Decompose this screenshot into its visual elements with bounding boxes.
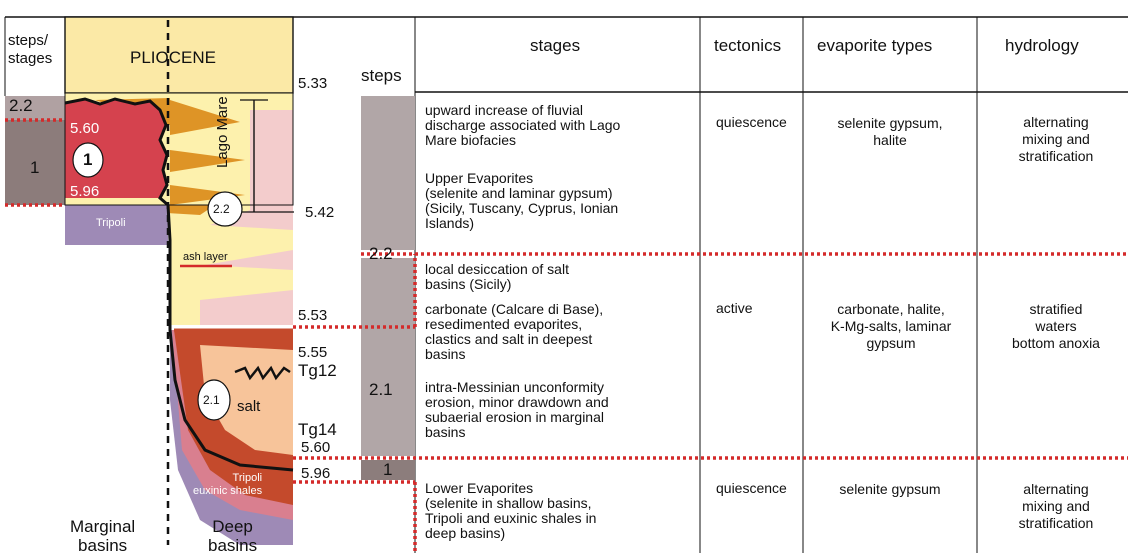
age-5-96-upper: 5.96 <box>70 183 100 200</box>
row3-tectonics: quiescence <box>716 480 787 496</box>
row3-hydrology: alternating mixing and stratification <box>1018 481 1094 531</box>
row2-stage-b: carbonate (Calcare di Base), resedimented evaporites, clastics and salt in deepest basins <box>425 301 604 362</box>
ash-layer-label: ash layer <box>183 251 228 263</box>
row1-stage-b: Upper Evaporites (selenite and laminar gypsum) (Sicily, Tuscany, Cyprus, Ionian Islands) <box>425 170 619 231</box>
header-hydrology: hydrology <box>1005 36 1079 55</box>
header-steps: steps <box>361 66 402 85</box>
tripoli-euxinic-label: Tripoli euxinic shales <box>193 472 263 497</box>
deep-basins-label: Deep basins <box>208 517 258 555</box>
header-pliocene: PLIOCENE <box>130 48 216 67</box>
age-5-60-upper: 5.60 <box>70 120 100 137</box>
header-tectonics: tectonics <box>714 36 782 55</box>
age-5-55: 5.55 <box>298 344 328 361</box>
tg14-label: Tg14 <box>298 420 337 439</box>
row2-tectonics: active <box>716 300 753 316</box>
age-5-96: 5.96 <box>301 465 331 482</box>
marker-2-2-label: 2.2 <box>213 202 230 216</box>
header-evaporite-types: evaporite types <box>817 36 933 55</box>
row2-stage-c: intra-Messinian unconformity erosion, minor drawdown and subaerial erosion in marginal basins <box>425 379 609 440</box>
row2-evaporites: carbonate, halite, K-Mg-salts, laminar gypsum <box>830 301 952 351</box>
row1-tectonics: quiescence <box>716 114 787 130</box>
steps-2-2: 2.2 <box>369 244 393 263</box>
marginal-basins-label: Marginal basins <box>70 517 136 555</box>
left-step-1: 1 <box>30 158 40 177</box>
row1-hydrology: alternating mixing and stratification <box>1018 114 1094 164</box>
age-5-60: 5.60 <box>301 439 331 456</box>
row3-stage-a: Lower Evaporites (selenite in shallow basins, Tripoli and euxinic shales in deep basins) <box>425 480 597 541</box>
tripoli-label: Tripoli <box>96 217 126 229</box>
row2-hydrology: stratified waters bottom anoxia <box>1012 301 1100 351</box>
row1-evaporites: selenite gypsum, halite <box>837 115 943 148</box>
row1-stage-a: upward increase of fluvial discharge associated with Lago Mare biofacies <box>425 102 621 148</box>
marker-1-label: 1 <box>83 150 93 169</box>
row3-evaporites: selenite gypsum <box>839 481 941 497</box>
steps-bar-2-1 <box>361 258 415 456</box>
left-step-2-2: 2.2 <box>9 96 33 115</box>
header-steps-stages: steps/ stages <box>8 32 53 67</box>
steps-bar-2-2 <box>361 96 415 250</box>
age-5-42: 5.42 <box>305 204 335 221</box>
age-5-33: 5.33 <box>298 75 328 92</box>
marker-2-1-label: 2.1 <box>203 393 220 407</box>
steps-2-1: 2.1 <box>369 380 393 399</box>
header-stages: stages <box>530 36 581 55</box>
row2-stage-a: local desiccation of salt basins (Sicily) <box>425 261 569 292</box>
tg12-label: Tg12 <box>298 361 337 380</box>
lago-mare-label: Lago Mare <box>214 96 231 168</box>
salt-label: salt <box>237 398 261 415</box>
age-5-53: 5.53 <box>298 307 328 324</box>
steps-1: 1 <box>383 460 393 479</box>
